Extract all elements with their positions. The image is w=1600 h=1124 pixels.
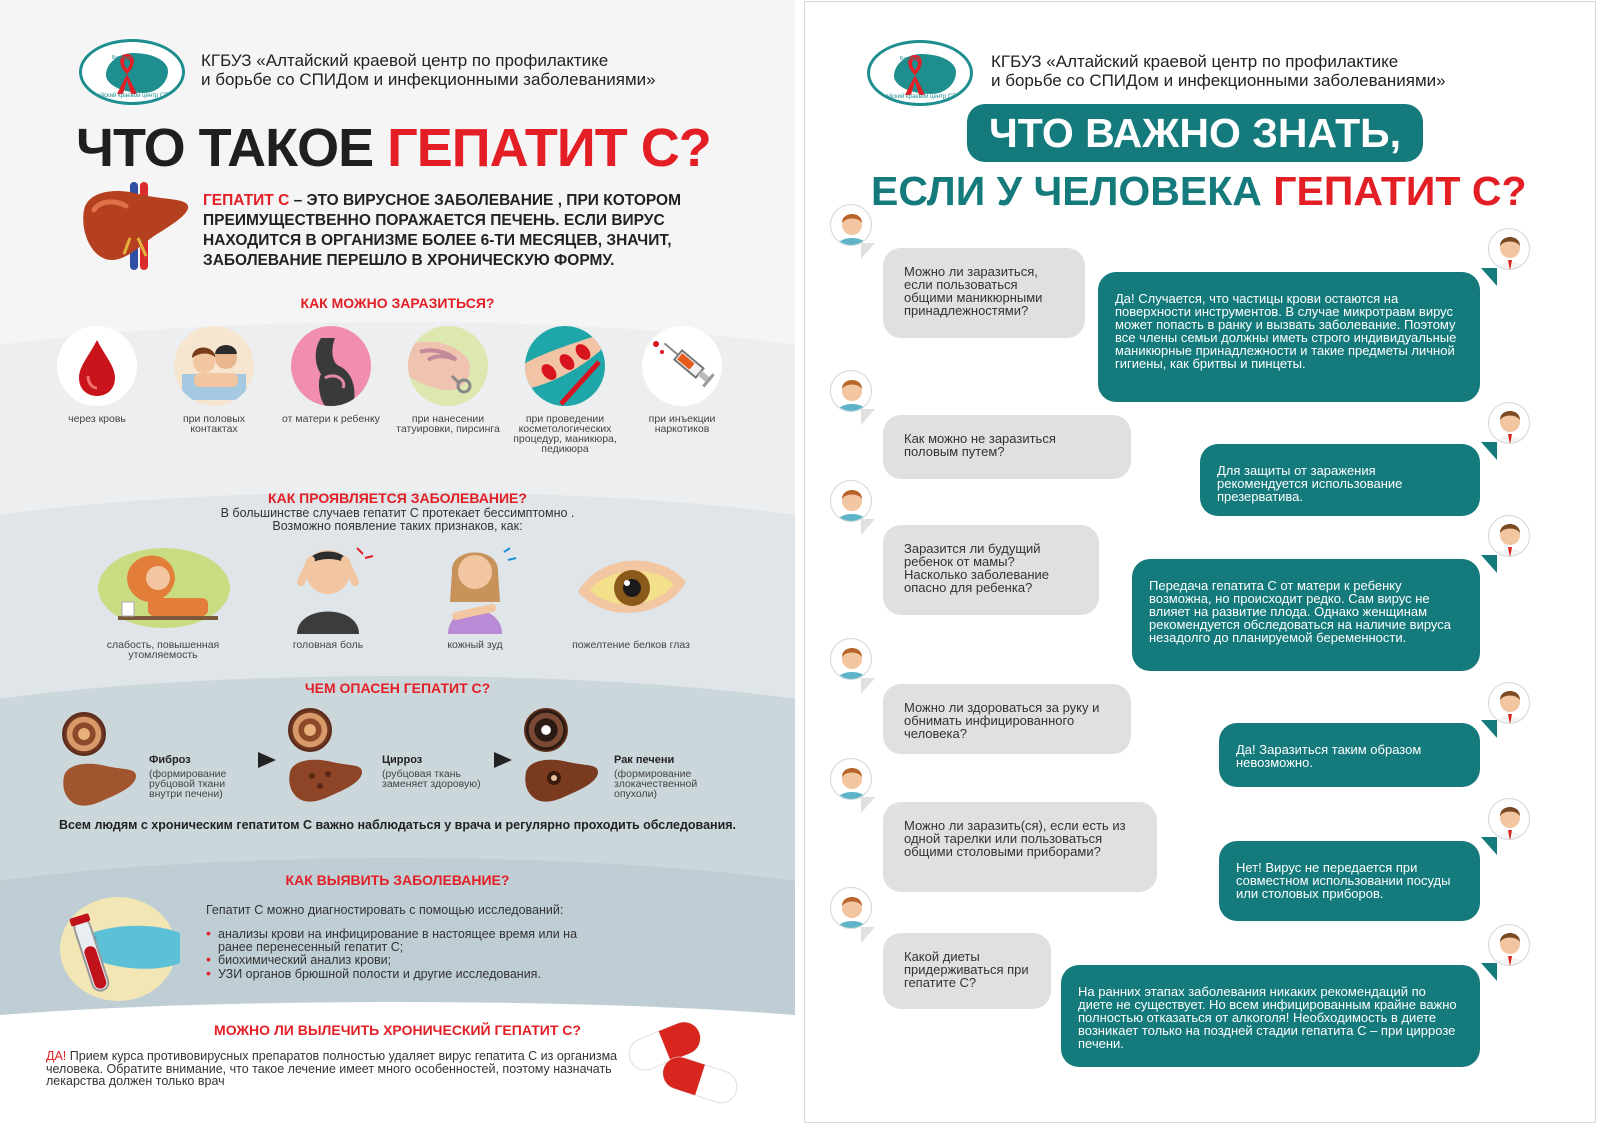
weakness-icon bbox=[88, 542, 238, 634]
headache-icon bbox=[253, 542, 403, 634]
org-name-line1: КГБУЗ «Алтайский краевой центр по профилактике bbox=[991, 52, 1399, 71]
bubble-tail bbox=[861, 243, 875, 259]
bubble-tail bbox=[1481, 268, 1497, 286]
answer-bubble: Нет! Вирус не передается при совместном использовании посуды или столовых приборов. bbox=[1219, 841, 1480, 921]
couple-icon bbox=[174, 326, 254, 406]
right-title-line1: ЧТО ВАЖНО ЗНАТЬ, bbox=[967, 104, 1423, 162]
syringe-icon bbox=[642, 326, 722, 406]
person-avatar-icon bbox=[830, 480, 872, 522]
bubble-tail bbox=[1481, 963, 1497, 981]
symptom-caption: слабость, повышенная утомляемость bbox=[106, 639, 220, 661]
logo-city-text: Барнаул bbox=[900, 56, 920, 62]
org-name-line2: и борьбе со СПИДом и инфекционными заболеваниями» bbox=[991, 71, 1446, 90]
stage-desc: (рубцовая ткань заменяет здоровую) bbox=[382, 768, 481, 790]
symptom-caption: кожный зуд bbox=[447, 639, 503, 651]
symptoms-subtitle-line2: Возможно появление таких признаков, как: bbox=[272, 519, 523, 533]
answer-bubble: Для защиты от заражения рекомендуется использование презерватива. bbox=[1200, 444, 1480, 516]
question-bubble: Можно ли здороваться за руку и обнимать инфицированного человека? bbox=[883, 684, 1131, 754]
infection-caption: при половых контактах bbox=[182, 413, 246, 435]
answer-bubble: Да! Заразиться таким образом невозможно. bbox=[1219, 723, 1480, 787]
cancer-text bbox=[614, 755, 724, 799]
blood-test-icon bbox=[56, 893, 186, 1001]
bubble-tail bbox=[1481, 837, 1497, 855]
section-title-diagnosis: КАК ВЫЯВИТЬ ЗАБОЛЕВАНИЕ? bbox=[285, 872, 510, 888]
infection-item bbox=[42, 326, 152, 424]
title-dark: ЕСЛИ У ЧЕЛОВЕКА bbox=[871, 168, 1274, 214]
question-bubble: Какой диеты придерживаться при гепатите С? bbox=[883, 933, 1051, 1009]
intro-body: – ЭТО ВИРУСНОЕ ЗАБОЛЕВАНИЕ , ПРИ КОТОРОМ ПРЕИМУЩЕСТВЕННО ПОРАЖАЕТСЯ ПЕЧЕНЬ. ЕСЛИ ВИРУС НАХОДИТСЯ В ОРГАНИЗМЕ БОЛЕЕ 6-ТИ МЕСЯЦЕВ, ЗНАЧИТ, ЗАБОЛЕВАНИЕ ПЕРЕШЛО В ХРОНИЧЕСКУЮ ФОРМУ. bbox=[203, 192, 681, 269]
pills-icon bbox=[620, 1008, 750, 1108]
liver-cell-icon bbox=[524, 708, 568, 752]
answer-bubble: Да! Случается, что частицы крови остаются на поверхности инструментов. В случае микротравм вирус может попасть в ранку и вызвать заболевание. Поэтому все члены семьи должны иметь строго индивидуальные маникюрные принадлежности и такие предметы личной гигиены, как бритвы и пинцеты. bbox=[1098, 272, 1480, 402]
section-title-cure: МОЖНО ЛИ ВЫЛЕЧИТЬ ХРОНИЧЕСКИЙ ГЕПАТИТ С? bbox=[214, 1022, 581, 1038]
bubble-tail bbox=[1481, 720, 1497, 738]
liver-icon bbox=[62, 758, 138, 808]
liver-icon bbox=[288, 754, 364, 804]
left-title bbox=[76, 117, 711, 179]
fibrosis-text bbox=[149, 755, 249, 799]
bubble-tail bbox=[861, 927, 875, 943]
infection-item bbox=[510, 326, 620, 454]
infection-item bbox=[627, 326, 737, 434]
symptom-item bbox=[556, 542, 706, 650]
symptom-item bbox=[253, 542, 403, 650]
question-bubble: Можно ли заразить(ся), если есть из одной тарелки или пользоваться общими столовыми приборами? bbox=[883, 802, 1157, 892]
liver-icon bbox=[524, 754, 600, 804]
infection-item bbox=[276, 326, 386, 424]
liver-cell-icon bbox=[62, 712, 106, 756]
blood-drop-icon bbox=[57, 326, 137, 406]
tattoo-icon bbox=[408, 326, 488, 406]
bubble-tail bbox=[1481, 442, 1497, 460]
person-avatar-icon bbox=[830, 758, 872, 800]
pregnant-icon bbox=[291, 326, 371, 406]
question-bubble: Как можно не заразиться половым путем? bbox=[883, 415, 1131, 479]
cirrhosis-stage bbox=[288, 708, 364, 809]
manicure-icon bbox=[525, 326, 605, 406]
bubble-tail bbox=[861, 409, 875, 425]
question-bubble: Заразится ли будущий ребенок от мамы? Насколько заболевание опасно для ребенка? bbox=[883, 525, 1099, 615]
bubble-tail bbox=[1481, 555, 1497, 573]
fibrosis-stage bbox=[62, 712, 138, 813]
doctor-avatar-icon bbox=[1488, 228, 1530, 270]
intro-red: ГЕПАТИТ С bbox=[203, 192, 290, 209]
itch-icon bbox=[400, 542, 550, 634]
stage-name: Цирроз bbox=[382, 754, 423, 766]
doctor-avatar-icon bbox=[1488, 515, 1530, 557]
doctor-avatar-icon bbox=[1488, 924, 1530, 966]
answer-bubble: Передача гепатита С от матери к ребенку возможна, но происходит редко. Сам вирус не влияет на развитие плода. Однако женщинам рекомендуется обследоваться на наличие вируса незадолго до планируемой беременности. bbox=[1132, 559, 1480, 671]
cure-text bbox=[46, 1050, 626, 1088]
intro-text bbox=[203, 191, 733, 271]
title-red: ГЕПАТИТ С? bbox=[1273, 168, 1527, 214]
diagnosis-list-item: • анализы крови на инфицирование в настоящее время или на ранее перенесенный гепатит С; bbox=[206, 928, 606, 953]
diagnosis-list-item: • биохимический анализ крови; bbox=[206, 954, 606, 967]
doctor-avatar-icon bbox=[1488, 798, 1530, 840]
org-logo bbox=[867, 40, 973, 106]
yellow-eye-icon bbox=[556, 542, 706, 634]
question-bubble: Можно ли заразиться, если пользоваться общими маникюрными принадлежностями? bbox=[883, 248, 1085, 338]
org-name bbox=[201, 51, 656, 89]
cirrhosis-text bbox=[382, 755, 482, 789]
logo-text: Алтайский краевой центр СПИД bbox=[87, 93, 177, 99]
diagnosis-list-item: • УЗИ органов брюшной полости и другие исследования. bbox=[206, 968, 606, 981]
infection-item bbox=[159, 326, 269, 434]
title-red: ГЕПАТИТ С? bbox=[387, 118, 711, 178]
arrow-right-icon bbox=[258, 752, 276, 768]
stage-name: Рак печени bbox=[614, 754, 675, 766]
cancer-stage bbox=[524, 708, 600, 809]
doctor-avatar-icon bbox=[1488, 682, 1530, 724]
liver-cell-icon bbox=[288, 708, 332, 752]
title-dark: ЧТО ТАКОЕ bbox=[76, 118, 388, 178]
symptom-caption: пожелтение белков глаз bbox=[572, 639, 690, 651]
org-name bbox=[991, 52, 1446, 90]
diagnosis-list bbox=[206, 928, 606, 981]
liver-icon bbox=[78, 180, 192, 272]
symptoms-subtitle bbox=[0, 507, 795, 533]
stage-name: Фиброз bbox=[149, 754, 191, 766]
org-name-line1: КГБУЗ «Алтайский краевой центр по профилактике bbox=[201, 51, 609, 70]
answer-bubble: На ранних этапах заболевания никаких рекомендаций по диете не существует. Но всем инфицированным крайне важно полностью отказаться от алкоголя! Необходимость в диете возникает только на поздней стадии гепатита С – при циррозе печени. bbox=[1061, 965, 1480, 1067]
symptoms-subtitle-line1: В большинстве случаев гепатит С протекает бессимптомно . bbox=[220, 506, 575, 520]
infection-caption: при проведении косметологических процедур, маникюра, педикюра bbox=[513, 413, 617, 455]
infection-caption: через кровь bbox=[68, 413, 126, 425]
stage-desc: (формирование рубцовой ткани внутри печени) bbox=[149, 768, 227, 800]
symptom-item bbox=[88, 542, 238, 660]
bubble-tail bbox=[861, 519, 875, 535]
person-avatar-icon bbox=[830, 370, 872, 412]
diagnosis-intro: Гепатит С можно диагностировать с помощью исследований: bbox=[206, 903, 564, 917]
person-avatar-icon bbox=[830, 638, 872, 680]
logo-city-text: Барнаул bbox=[112, 55, 132, 61]
bubble-tail bbox=[861, 797, 875, 813]
org-name-line2: и борьбе со СПИДом и инфекционными заболеваниями» bbox=[201, 70, 656, 89]
infection-caption: при нанесении татуировки, пирсинга bbox=[396, 413, 500, 435]
bubble-tail bbox=[861, 678, 875, 694]
person-avatar-icon bbox=[830, 887, 872, 929]
person-avatar-icon bbox=[830, 204, 872, 246]
arrow-right-icon bbox=[494, 752, 512, 768]
symptom-caption: головная боль bbox=[292, 639, 364, 651]
cure-yes: ДА! bbox=[46, 1049, 67, 1063]
right-poster bbox=[804, 1, 1596, 1123]
logo-text: Алтайский краевой центр СПИД bbox=[875, 94, 965, 100]
org-logo bbox=[79, 39, 185, 105]
right-title-line2 bbox=[871, 168, 1527, 215]
symptom-item bbox=[400, 542, 550, 650]
section-title-danger: ЧЕМ ОПАСЕН ГЕПАТИТ С? bbox=[304, 680, 491, 696]
infection-item bbox=[393, 326, 503, 434]
doctor-avatar-icon bbox=[1488, 402, 1530, 444]
section-title-symptoms: КАК ПРОЯВЛЯЕТСЯ ЗАБОЛЕВАНИЕ? bbox=[268, 490, 527, 506]
infection-caption: от матери к ребенку bbox=[282, 413, 380, 425]
stage-desc: (формирование злокачественной опухоли) bbox=[614, 768, 698, 800]
cure-body: Прием курса противовирусных препаратов полностью удаляет вирус гепатита С из организма человека. Обратите внимание, что такое лечение имеет много особенностей, поэтому назначать лекарства должен только врач bbox=[46, 1049, 618, 1088]
left-poster bbox=[0, 0, 795, 1124]
section-title-infection: КАК МОЖНО ЗАРАЗИТЬСЯ? bbox=[300, 295, 495, 311]
danger-note: Всем людям с хроническим гепатитом С важно наблюдаться у врача и регулярно проходить обследования. bbox=[58, 818, 737, 832]
infection-caption: при инъекции наркотиков bbox=[648, 413, 716, 435]
